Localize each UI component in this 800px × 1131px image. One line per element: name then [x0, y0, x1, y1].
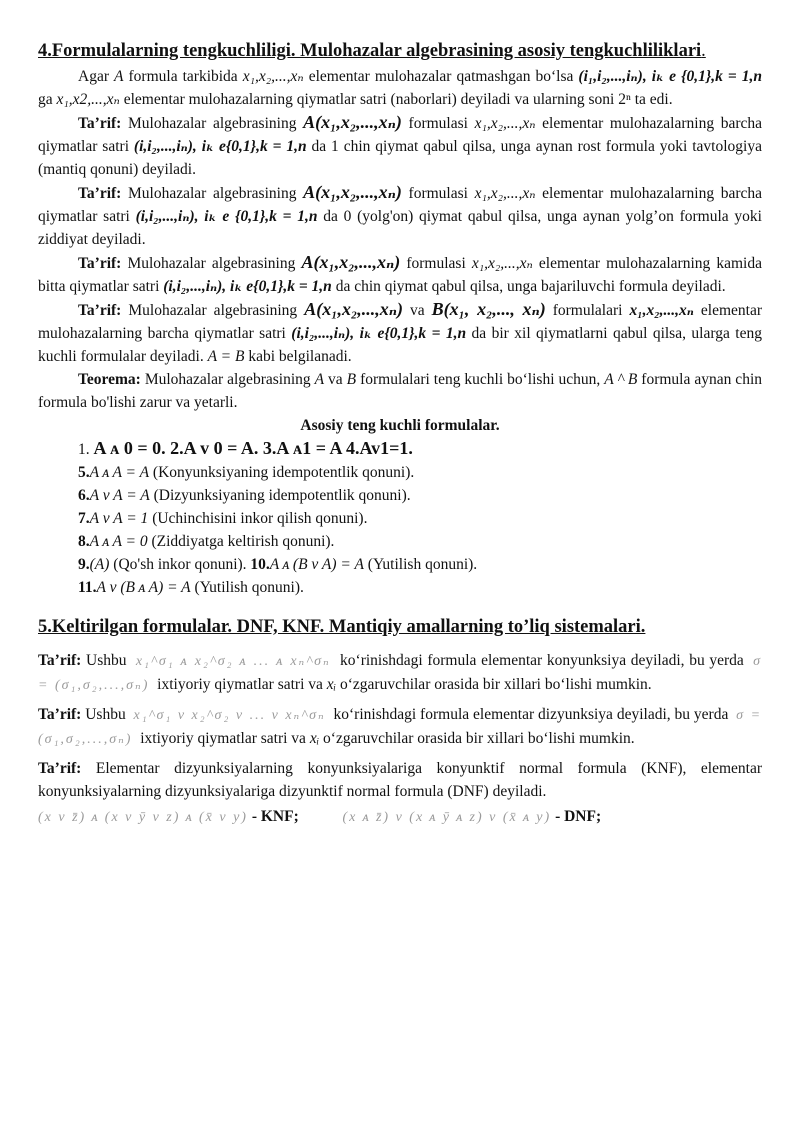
text-section2-d1-d: oʻzgaruvchilar orasida bir xillari boʻlishi mumkin. — [336, 676, 652, 693]
text-section1-p1-vars: x₁,x₂,...,xₙ — [242, 68, 304, 85]
text-section1-thm-a: Mulohazalar algebrasining — [140, 371, 315, 388]
text-section1-p1-ik: iₖ e {0,1},k = 1,n — [651, 68, 763, 85]
text-section2-d3-label: Ta’rif: — [38, 760, 82, 777]
list-item-8 — [38, 530, 762, 553]
text-section1-p1-A: A — [114, 68, 124, 85]
text-section2-d2-c: ixtiyoriy qiymatlar satri va — [136, 730, 310, 747]
text-section1-list-first-num: 1. — [78, 441, 94, 458]
text-section2-dnf-label: - DNF; — [551, 808, 602, 825]
text-section1-def4-fB: B(x₁, x₂,..., xₙ) — [431, 299, 546, 319]
elementary-conjunction-formula: x₁^σ₁ ᴀ x₂^σ₂ ᴀ ... ᴀ xₙ^σₙ — [135, 654, 331, 669]
text-section1-def1-d: da 1 chin qiymat qabul qilsa, unga aynan rost formula yoki tavtologiya (mantiq qonuni) deyiladi. — [38, 138, 762, 178]
text-section1-def4-tuple: (i,i₂,...,iₙ), iₖ e{0,1},k = 1,n — [291, 325, 467, 342]
text-section2-d2-a: Ushbu — [81, 706, 130, 723]
text-section1-def4-vars: x₁,x₂,...,xₙ — [629, 302, 694, 319]
text-section1-thm-A: A — [314, 371, 325, 388]
definition-normal-forms — [38, 757, 762, 803]
text-section1-thm-f: A ^ B — [604, 371, 638, 388]
text-section2-d3-text: Elementar dizyunksiyalarning konyunksiyalariga konyunktif normal formula (KNF), elementar konyunksiyalarning dizyunksiyalariga dizyunktif normal formula (DNF) deyiladi. — [38, 760, 762, 800]
text-section2-d1-a: Ushbu — [81, 652, 132, 669]
text-section1-def4-a: Mulohazalar algebrasining — [121, 302, 305, 319]
list-item-6 — [38, 484, 762, 507]
list-item-11 — [38, 576, 762, 599]
definition-elementary-disjunction — [38, 703, 762, 751]
text-section1-p1-a: Agar — [78, 68, 115, 85]
section-5 — [38, 613, 762, 829]
text-section1-items-1-formula: A v A = A — [89, 487, 150, 504]
knf-example: (x v z̄) ᴀ (x v ȳ v z) ᴀ (x̄ v y) — [38, 810, 248, 825]
text-section1-thm-b: va — [324, 371, 347, 388]
dnf-example: (x ᴀ z̄) v (x ᴀ ȳ ᴀ z) v (x̄ ᴀ y) — [342, 810, 552, 825]
text-section1-thm-B: B — [346, 371, 357, 388]
definition-tautology — [38, 111, 762, 181]
text-section2-d2-b: koʻrinishdagi formula elementar dizyunksiya deyiladi, bu yerda — [329, 706, 733, 723]
text-section2-d1-c: ixtiyoriy qiymatlar satri va — [153, 676, 327, 693]
text-section1-def1-formula: A(x₁,x₂,...,xₙ) — [303, 112, 402, 132]
text-section1-def2-d: da 0 (yolg'on) qiymat qabul qilsa, unga aynan yolg’on formula yoki ziddiyat deyiladi. — [38, 208, 762, 248]
normal-form-examples — [38, 805, 762, 829]
text-section1-def4-b: va — [403, 302, 432, 319]
intro-paragraph — [38, 65, 762, 111]
formulas-list-title: Asosiy teng kuchli formulalar. — [300, 417, 500, 434]
sigma-tuple-2: σ = (σ₁,σ₂,...,σₙ) — [38, 708, 763, 747]
text-section1-def3-label: Ta’rif: — [78, 255, 122, 272]
text-section1-thm-c: formulalari teng kuchli boʻlishi uchun, — [356, 371, 605, 388]
text-section1-def4-eq: A = B — [207, 348, 245, 365]
text-section1-def1-a: Mulohazalar algebrasining — [121, 115, 304, 132]
text-section1-def2-vars: x₁,x₂,...,xₙ — [474, 185, 536, 202]
theorem-paragraph — [38, 368, 762, 414]
text-section1-items-1-num: 6. — [78, 487, 90, 504]
list-item-1-4 — [38, 437, 762, 461]
text-section1-items-2-num: 7. — [78, 510, 90, 527]
text-section1-p1-c: elementar mulohazalar qatmashgan boʻlsa — [303, 68, 579, 85]
text-section1-p1-b: formula tarkibida — [123, 68, 243, 85]
text-section1-def1-vars: x₁,x₂,...,xₙ — [474, 115, 536, 132]
text-section1-def1-b: formulasi — [401, 115, 475, 132]
text-section1-def2-tuple: (i,i₂,...,iₙ), iₖ e {0,1},k = 1,n — [135, 208, 318, 225]
text-section1-list-first: A ᴀ 0 = 0. 2.A v 0 = A. 3.A ᴀ1 = A 4.Av1=1. — [93, 438, 413, 458]
sigma-tuple-1: σ = (σ₁,σ₂,...,σₙ) — [38, 654, 763, 693]
text-section1-items-0-formula: A ᴀ A = A — [89, 464, 150, 481]
document-page — [38, 38, 762, 835]
text-section2-d1-label: Ta’rif: — [38, 652, 82, 669]
text-section2-d1-b: ko‘rinishdagi formula elementar konyunksiya deyiladi, bu yerda — [335, 652, 749, 669]
text-section1-items-1-text: (Dizyunksiyaning idempotentlik qonuni). — [149, 487, 411, 504]
definition-elementary-conjunction — [38, 649, 762, 697]
list-item-5 — [38, 461, 762, 484]
text-section1-def1-c: elementar mulohazalarning barcha qiymatlar satri — [38, 115, 763, 155]
text-section1-items-3-num: 8. — [78, 533, 90, 550]
text-section2-d1-xi: xᵢ — [326, 676, 337, 693]
text-section1-item11-num: 11. — [78, 579, 97, 596]
text-section1-p1-tuple: (i₁,i₂,...,iₙ), — [578, 68, 647, 85]
text-section1-items-0-text: (Konyunksiyaning idempotentlik qonuni). — [149, 464, 415, 481]
text-section1-def4-d: elementar mulohazalarning barcha qiymatlar satri — [38, 302, 762, 342]
text-section1-def1-tuple: (i,i₂,...,iₙ), iₖ e{0,1},k = 1,n — [133, 138, 307, 155]
definition-contradiction — [38, 181, 762, 251]
text-section1-items-2-formula: A v A = 1 — [89, 510, 149, 527]
text-section1-item10-formula: A ᴀ (B v A) = A — [269, 556, 364, 573]
section-4-heading — [38, 38, 762, 65]
text-section1-def2-b: formulasi — [401, 185, 475, 202]
text-section1-p1-d: ga — [38, 91, 57, 108]
text-section1-def3-vars: x₁,x₂,...,xₙ — [471, 255, 533, 272]
text-section1-thm-d: formula aynan chin formula bo'lishi zarur va yetarli. — [38, 371, 762, 411]
definition-equivalent — [38, 298, 762, 368]
text-section1-def3-b: formulasi — [400, 255, 472, 272]
section-4-title: 4.Formulalarning tengkuchliligi. Mulohazalar algebrasining asosiy tengkuchliliklari — [38, 41, 702, 61]
text-section2-knf-label: - KNF; — [247, 808, 299, 825]
text-section1-item9-num: 9. — [78, 556, 90, 573]
definition-satisfiable — [38, 251, 762, 298]
text-section1-def1-label: Ta’rif: — [78, 115, 122, 132]
text-section1-def4-c: formulalari — [545, 302, 630, 319]
text-section1-p1-vars2: x₁,x2,...,xₙ — [56, 91, 120, 108]
text-section1-def3-formula: A(x₁,x₂,...,xₙ) — [301, 252, 401, 272]
text-section1-def4-fA: A(x₁,x₂,...,xₙ) — [304, 299, 403, 319]
text-section1-items-2-text: (Uchinchisini inkor qilish qonuni). — [148, 510, 368, 527]
text-section1-def4-f: kabi belgilanadi. — [244, 348, 352, 365]
elementary-disjunction-formula: x₁^σ₁ v x₂^σ₂ v ... v xₙ^σₙ — [133, 708, 326, 723]
text-section1-p1-e: elementar mulohazalarning qiymatlar satri (naborlari) deyiladi va ularning soni 2ⁿ ta edi. — [119, 91, 673, 108]
text-section1-def3-c: elementar mulohazalarning kamida bitta qiymatlar satri — [38, 255, 762, 295]
text-section1-def2-c: elementar mulohazalarning barcha qiymatlar satri — [38, 185, 763, 225]
text-section1-items-3-formula: A ᴀ A = 0 — [89, 533, 148, 550]
text-section1-def3-tuple: (i,i₂,...,iₙ), iₖ e{0,1},k = 1,n — [163, 278, 332, 295]
text-section1-item9-text: (Qo'sh inkor qonuni). — [109, 556, 251, 573]
text-section1-def2-label: Ta’rif: — [78, 185, 122, 202]
text-section2-d2-xi: xᵢ — [309, 730, 320, 747]
text-section1-item10-num: 10. — [250, 556, 270, 573]
text-section2-d2-label: Ta’rif: — [38, 706, 82, 723]
text-section1-def4-label: Ta’rif: — [78, 302, 122, 319]
text-section1-def3-a: Mulohazalar algebrasining — [121, 255, 302, 272]
list-item-7 — [38, 507, 762, 530]
text-section1-item11-formula: A v (B ᴀ A) = A — [96, 579, 191, 596]
text-section1-def2-formula: A(x₁,x₂,...,xₙ) — [303, 182, 402, 202]
text-section1-item10-text: (Yutilish qonuni). — [363, 556, 478, 573]
section-5-title: 5.Keltirilgan formulalar. DNF, KNF. Mantiqiy amallarning to’liq sistemalari. — [38, 617, 646, 637]
text-section1-item9-formula: (A) — [89, 556, 110, 573]
list-item-9-10 — [38, 553, 762, 576]
text-section1-items-3-text: (Ziddiyatga keltirish qonuni). — [147, 533, 335, 550]
text-section1-def2-a: Mulohazalar algebrasining — [121, 185, 304, 202]
text-section1-items-0-num: 5. — [78, 464, 90, 481]
text-section1-def4-e: da bir xil qiymatlarni qabul qilsa, ularga teng kuchli formulalar deyiladi. — [38, 325, 762, 365]
text-section1-item11-text: (Yutilish qonuni). — [190, 579, 304, 596]
text-section1-thm-label: Teorema: — [78, 371, 141, 388]
text-section1-def3-d: da chin qiymat qabul qilsa, unga bajariluvchi formula deyiladi. — [331, 278, 726, 295]
text-section2-d2-d: oʻzgaruvchilar orasida bir xillari boʻlishi mumkin. — [319, 730, 635, 747]
section-4-title-end: . — [701, 41, 706, 61]
